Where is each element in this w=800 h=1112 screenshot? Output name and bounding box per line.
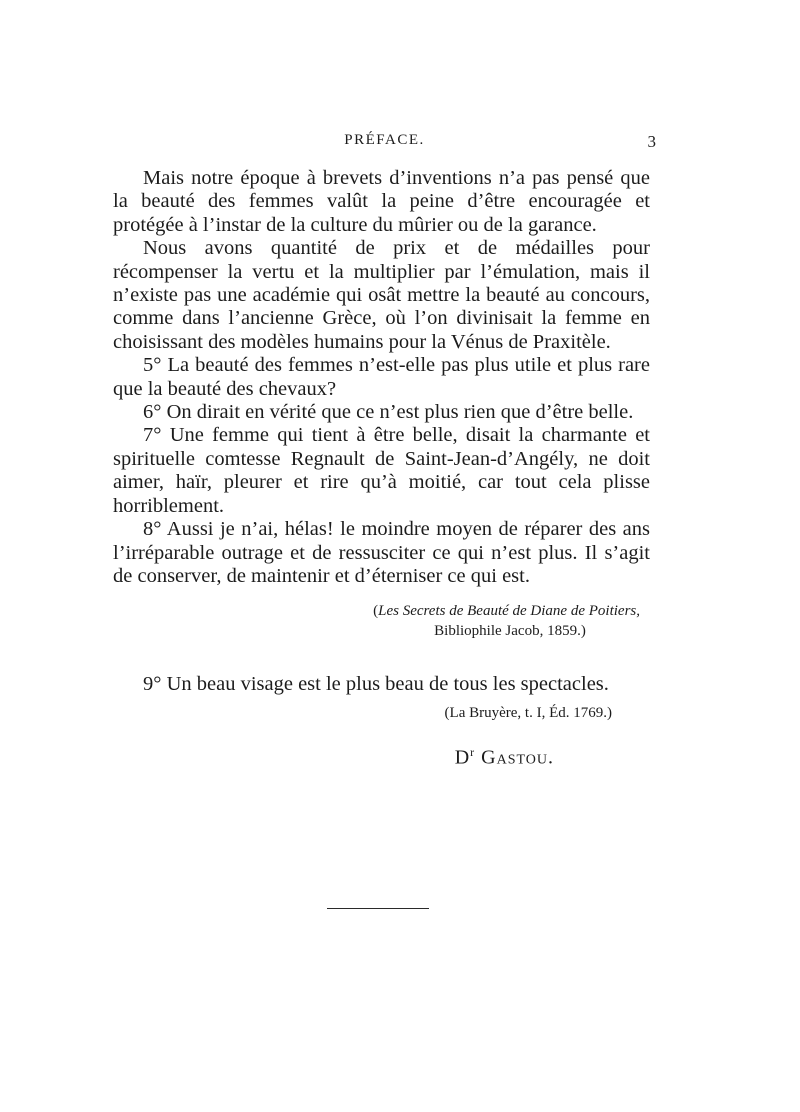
preface-body [113, 167, 650, 770]
running-title: PRÉFACE. [344, 132, 425, 148]
end-rule-divider [327, 908, 429, 909]
citation-la-bruyere: (La Bruyère, t. I, Éd. 1769.) [444, 704, 612, 721]
signature-prefix: D [454, 746, 471, 769]
page-number: 3 [647, 132, 656, 151]
paragraph-3: 5° La beauté des femmes n’est-elle pas plus utile et plus rare que la beauté des chevaux? [113, 354, 650, 400]
citation-work-title: Les Secrets de Beauté de Diane de Poitiers, [378, 603, 640, 620]
citation-line-2 [113, 621, 640, 641]
citation-line-1 [113, 601, 640, 621]
paragraph-6: 8° Aussi je n’ai, hélas! le moindre moyen de réparer des ans l’irréparable outrage et de ressusciter ce qui n’est plus. Il s’agit de conserver, de maintenir et d’éterniser ce qui est. [113, 518, 650, 587]
paragraph-1: Mais notre époque à brevets d’inventions n’a pas pensé que la beauté des femmes valût la peine d’être encouragée et protégée à l’instar de la culture du mûrier ou de la garance. [113, 167, 650, 236]
citation-open-paren: ( [373, 603, 379, 620]
signature-superscript: r [470, 744, 476, 759]
citation-diane-de-poitiers [113, 601, 650, 641]
paragraph-4: 6° On dirait en vérité que ce n’est plus rien que d’être belle. [143, 401, 634, 424]
author-signature [113, 741, 650, 770]
running-head [113, 132, 656, 156]
citation-source: Bibliophile Jacob, 1859.) [434, 623, 586, 640]
paragraph-5: 7° Une femme qui tient à être belle, disait la charmante et spirituelle comtesse Regnault de Saint-Jean-d’Angély, ne doit aimer, haïr, pleurer et rire qu’à moitié, car tout cela plisse horriblement. [113, 424, 650, 517]
paragraph-9-quote: 9° Un beau visage est le plus beau de tous les spectacles. [143, 673, 609, 696]
paragraph-2: Nous avons quantité de prix et de médailles pour récompenser la vertu et la multiplier par l’émulation, mais il n’existe pas une académie qui osât mettre la beauté au concours, comme dans l’ancienne Grèce, où l’on divinisait la femme en choisissant des modèles humains pour la Vénus de Praxitèle. [113, 237, 650, 353]
signature-name: Gastou. [481, 746, 554, 769]
